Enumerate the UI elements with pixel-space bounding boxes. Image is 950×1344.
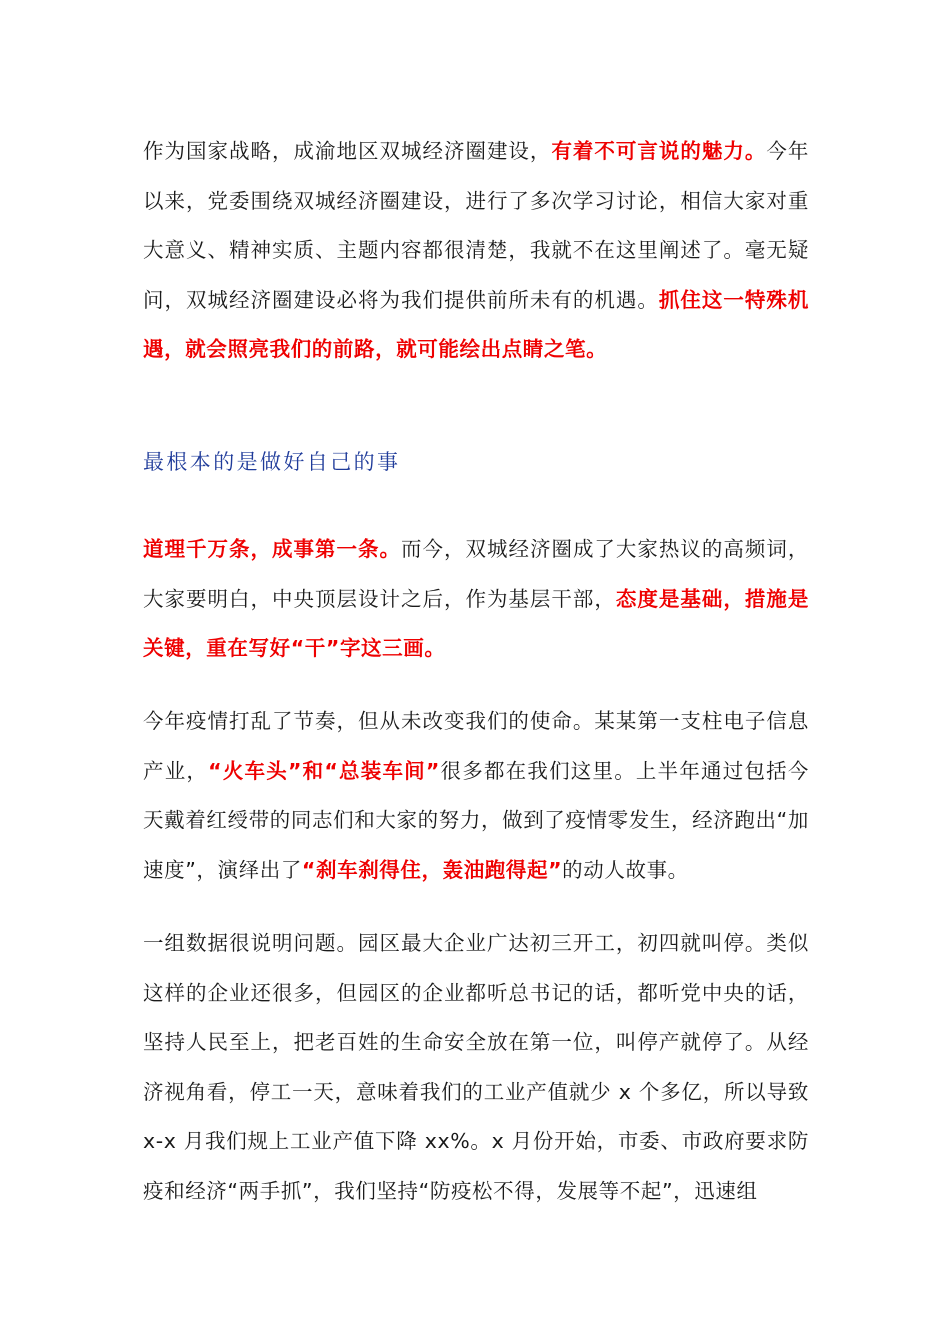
- emphasis-text: “刹车刹得住，轰油跑得起”: [301, 857, 563, 882]
- paragraph-data: [143, 919, 809, 1216]
- text-run: 而今，双城经济圈成了大家热议的高频词，大家要明白，中央顶层设计之后，作为基层干部，: [143, 537, 810, 611]
- text-run: 的动人故事。: [562, 857, 689, 882]
- emphasis-text: 道理千万条，成事第一条。: [143, 537, 401, 561]
- emphasis-text: 有着不可言说的魅力。: [551, 139, 767, 163]
- emphasis-text: 态度是基础，措施是关键，重在写好“干”字这三画。: [143, 586, 809, 660]
- text-run: 今年疫情打乱了节奏，但从未改变我们的使命。某某第一支柱电子信息产业，: [143, 709, 809, 783]
- paragraph-epidemic: [143, 697, 809, 895]
- emphasis-text: 抓住这一特殊机遇，就会照亮我们的前路，就可能绘出点睛之笔。: [143, 287, 809, 361]
- section-heading: 最根本的是做好自己的事: [143, 450, 401, 474]
- emphasis-text: “火车头”和“总装车间”: [208, 758, 440, 783]
- paragraph-strategy-intro: [143, 127, 809, 375]
- text-run: 作为国家战略，成渝地区双城经济圈建设，: [143, 139, 552, 163]
- text-run: 很多都在我们这里。上半年通过包括今天戴着红绶带的同志们和大家的努力，做到了疫情零发生，经济跑出“加速度”，演绎出了: [143, 758, 809, 882]
- text-run: 今年以来，党委围绕双城经济圈建设，进行了多次学习讨论，相信大家对重大意义、精神实质、主题内容都很清楚，我就不在这里阐述了。毫无疑问，双城经济圈建设必将为我们提供前所未有的机遇。: [143, 139, 810, 312]
- paragraph-principle: [143, 525, 809, 674]
- text-run: 一组数据很说明问题。园区最大企业广达初三开工，初四就叫停。类似这样的企业还很多，但园区的企业都听总书记的话，都听党中央的话，坚持人民至上，把老百姓的生命安全放在第一位，叫停产就停了。从经济视角看，停工一天，意味着我们的工业产值就少 x 个多亿，所以导致 x-x 月我们规上工业产值下降 xx%。x 月份开始，市委、市政府要求防疫和经济“两手抓”，我们坚持“防疫松不得，发展等不起”，迅速组: [143, 931, 809, 1203]
